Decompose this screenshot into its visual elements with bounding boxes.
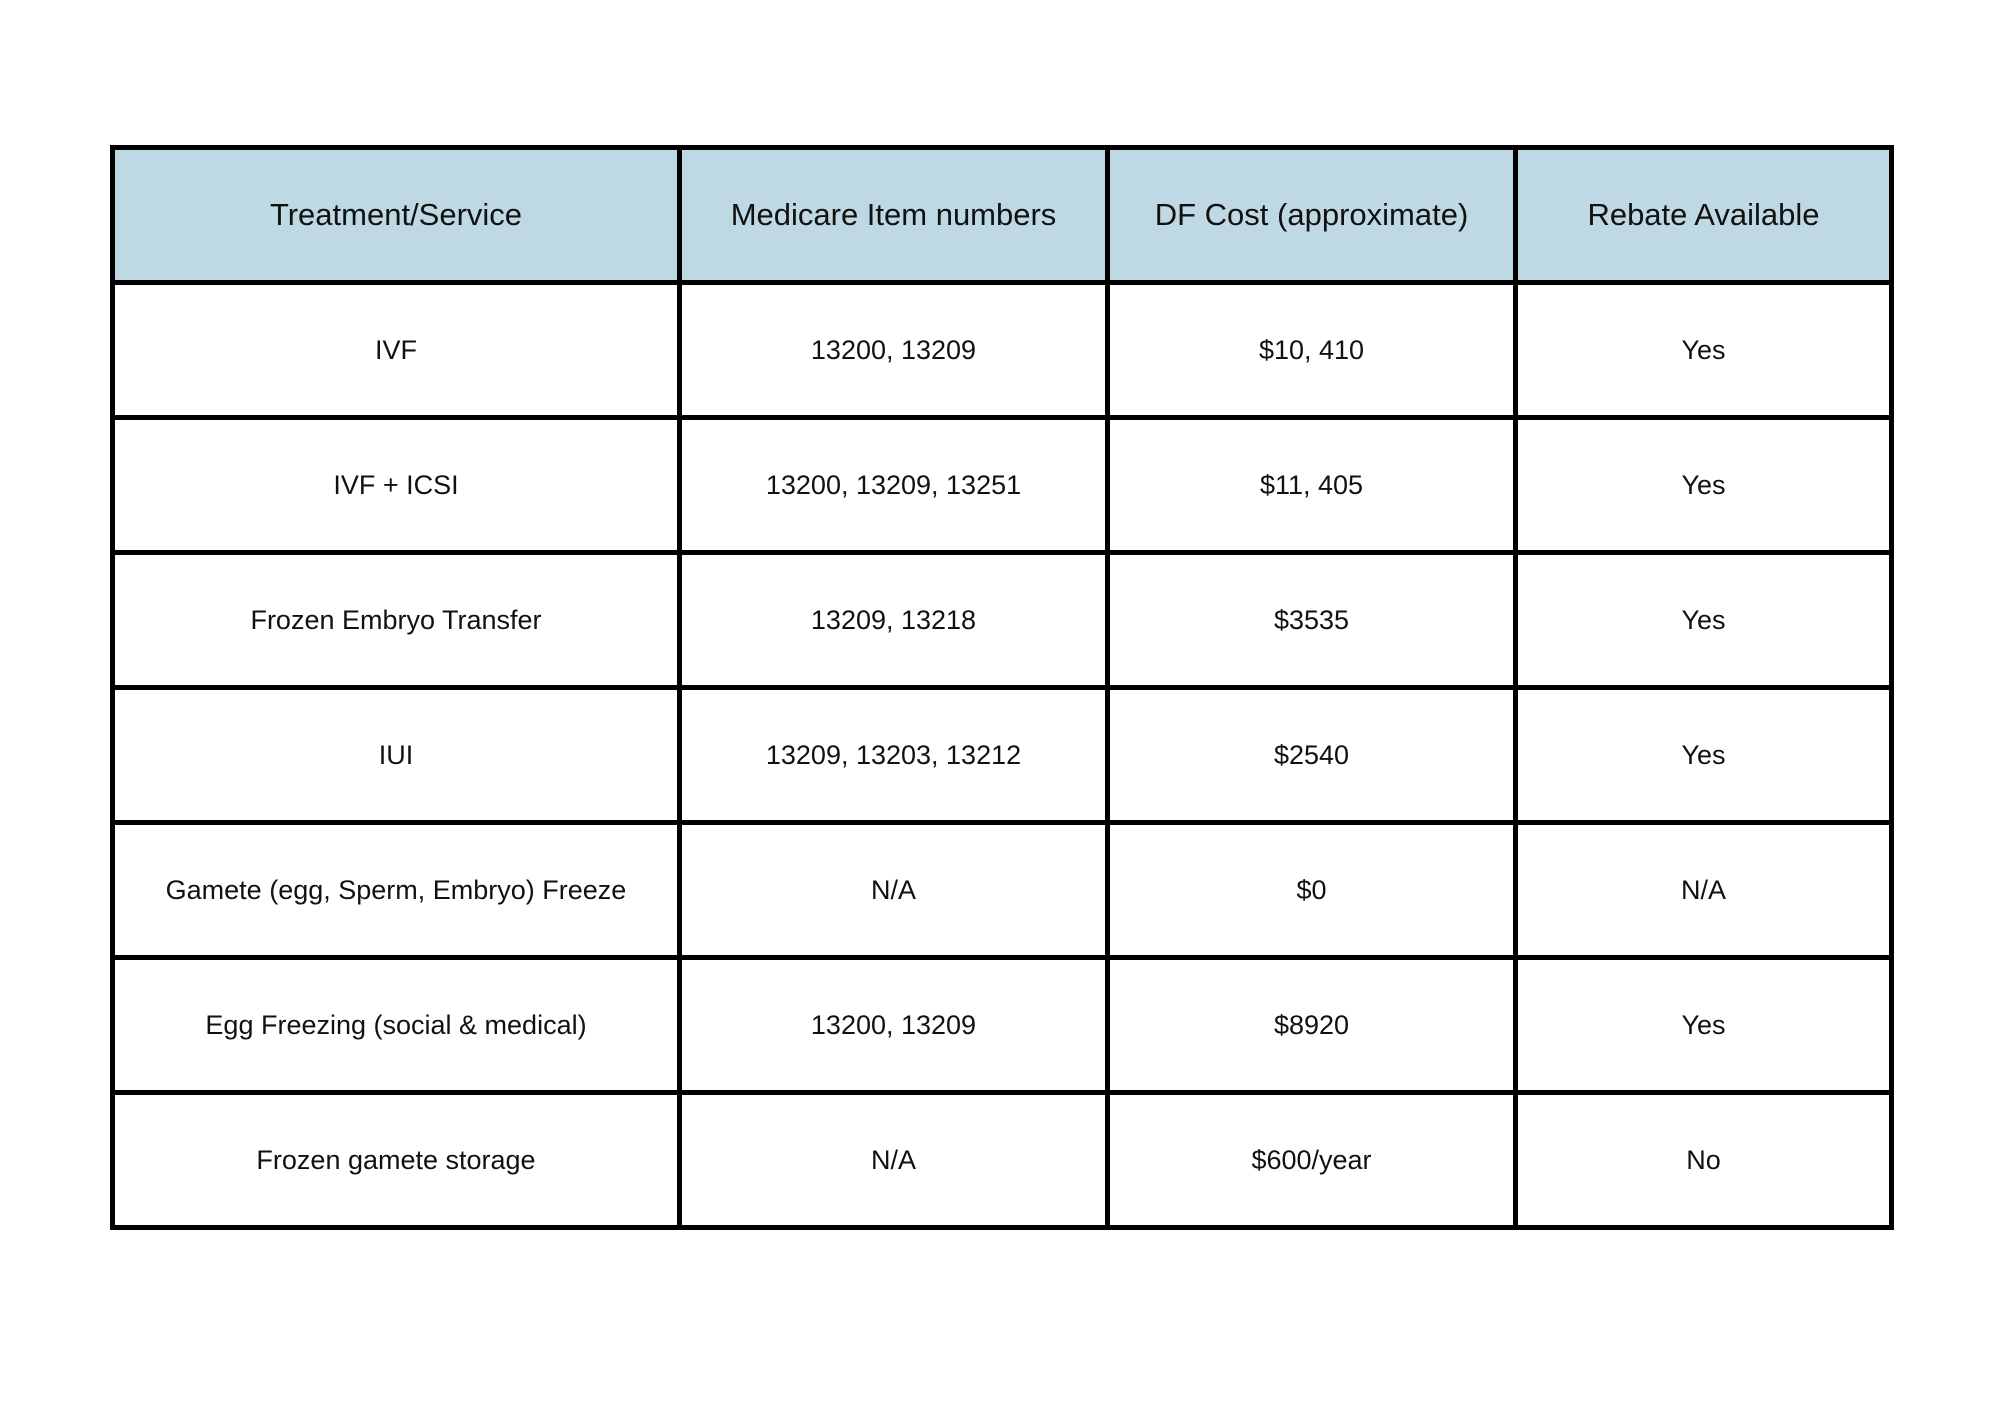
cell-item-numbers: 13200, 13209 [680,283,1108,418]
cell-treatment: IVF [113,283,680,418]
table-row [113,1093,1892,1228]
cell-treatment: Frozen gamete storage [113,1093,680,1228]
cell-rebate: Yes [1516,958,1892,1093]
cell-rebate: Yes [1516,688,1892,823]
cell-cost: $600/year [1108,1093,1516,1228]
cell-rebate: N/A [1516,823,1892,958]
header-treatment-service: Treatment/Service [113,148,680,283]
cell-treatment: Egg Freezing (social & medical) [113,958,680,1093]
cell-item-numbers: 13200, 13209, 13251 [680,418,1108,553]
table-row [113,553,1892,688]
cell-cost: $2540 [1108,688,1516,823]
cell-item-numbers: 13200, 13209 [680,958,1108,1093]
cell-cost: $11, 405 [1108,418,1516,553]
cell-item-numbers: 13209, 13203, 13212 [680,688,1108,823]
header-df-cost: DF Cost (approximate) [1108,148,1516,283]
table-row [113,958,1892,1093]
cell-cost: $0 [1108,823,1516,958]
cell-treatment: Frozen Embryo Transfer [113,553,680,688]
table-row [113,418,1892,553]
cell-rebate: Yes [1516,553,1892,688]
cell-rebate: Yes [1516,418,1892,553]
header-rebate-available: Rebate Available [1516,148,1892,283]
table-row [113,688,1892,823]
cell-treatment: Gamete (egg, Sperm, Embryo) Freeze [113,823,680,958]
cell-cost: $10, 410 [1108,283,1516,418]
cell-cost: $8920 [1108,958,1516,1093]
table-header-row [113,148,1892,283]
cell-item-numbers: N/A [680,1093,1108,1228]
cell-rebate: No [1516,1093,1892,1228]
cell-treatment: IUI [113,688,680,823]
cell-item-numbers: N/A [680,823,1108,958]
pricing-table-container [110,145,1889,1230]
cell-rebate: Yes [1516,283,1892,418]
treatment-cost-table [110,145,1894,1230]
cell-cost: $3535 [1108,553,1516,688]
header-medicare-item-numbers: Medicare Item numbers [680,148,1108,283]
table-row [113,823,1892,958]
cell-treatment: IVF + ICSI [113,418,680,553]
cell-item-numbers: 13209, 13218 [680,553,1108,688]
table-row [113,283,1892,418]
